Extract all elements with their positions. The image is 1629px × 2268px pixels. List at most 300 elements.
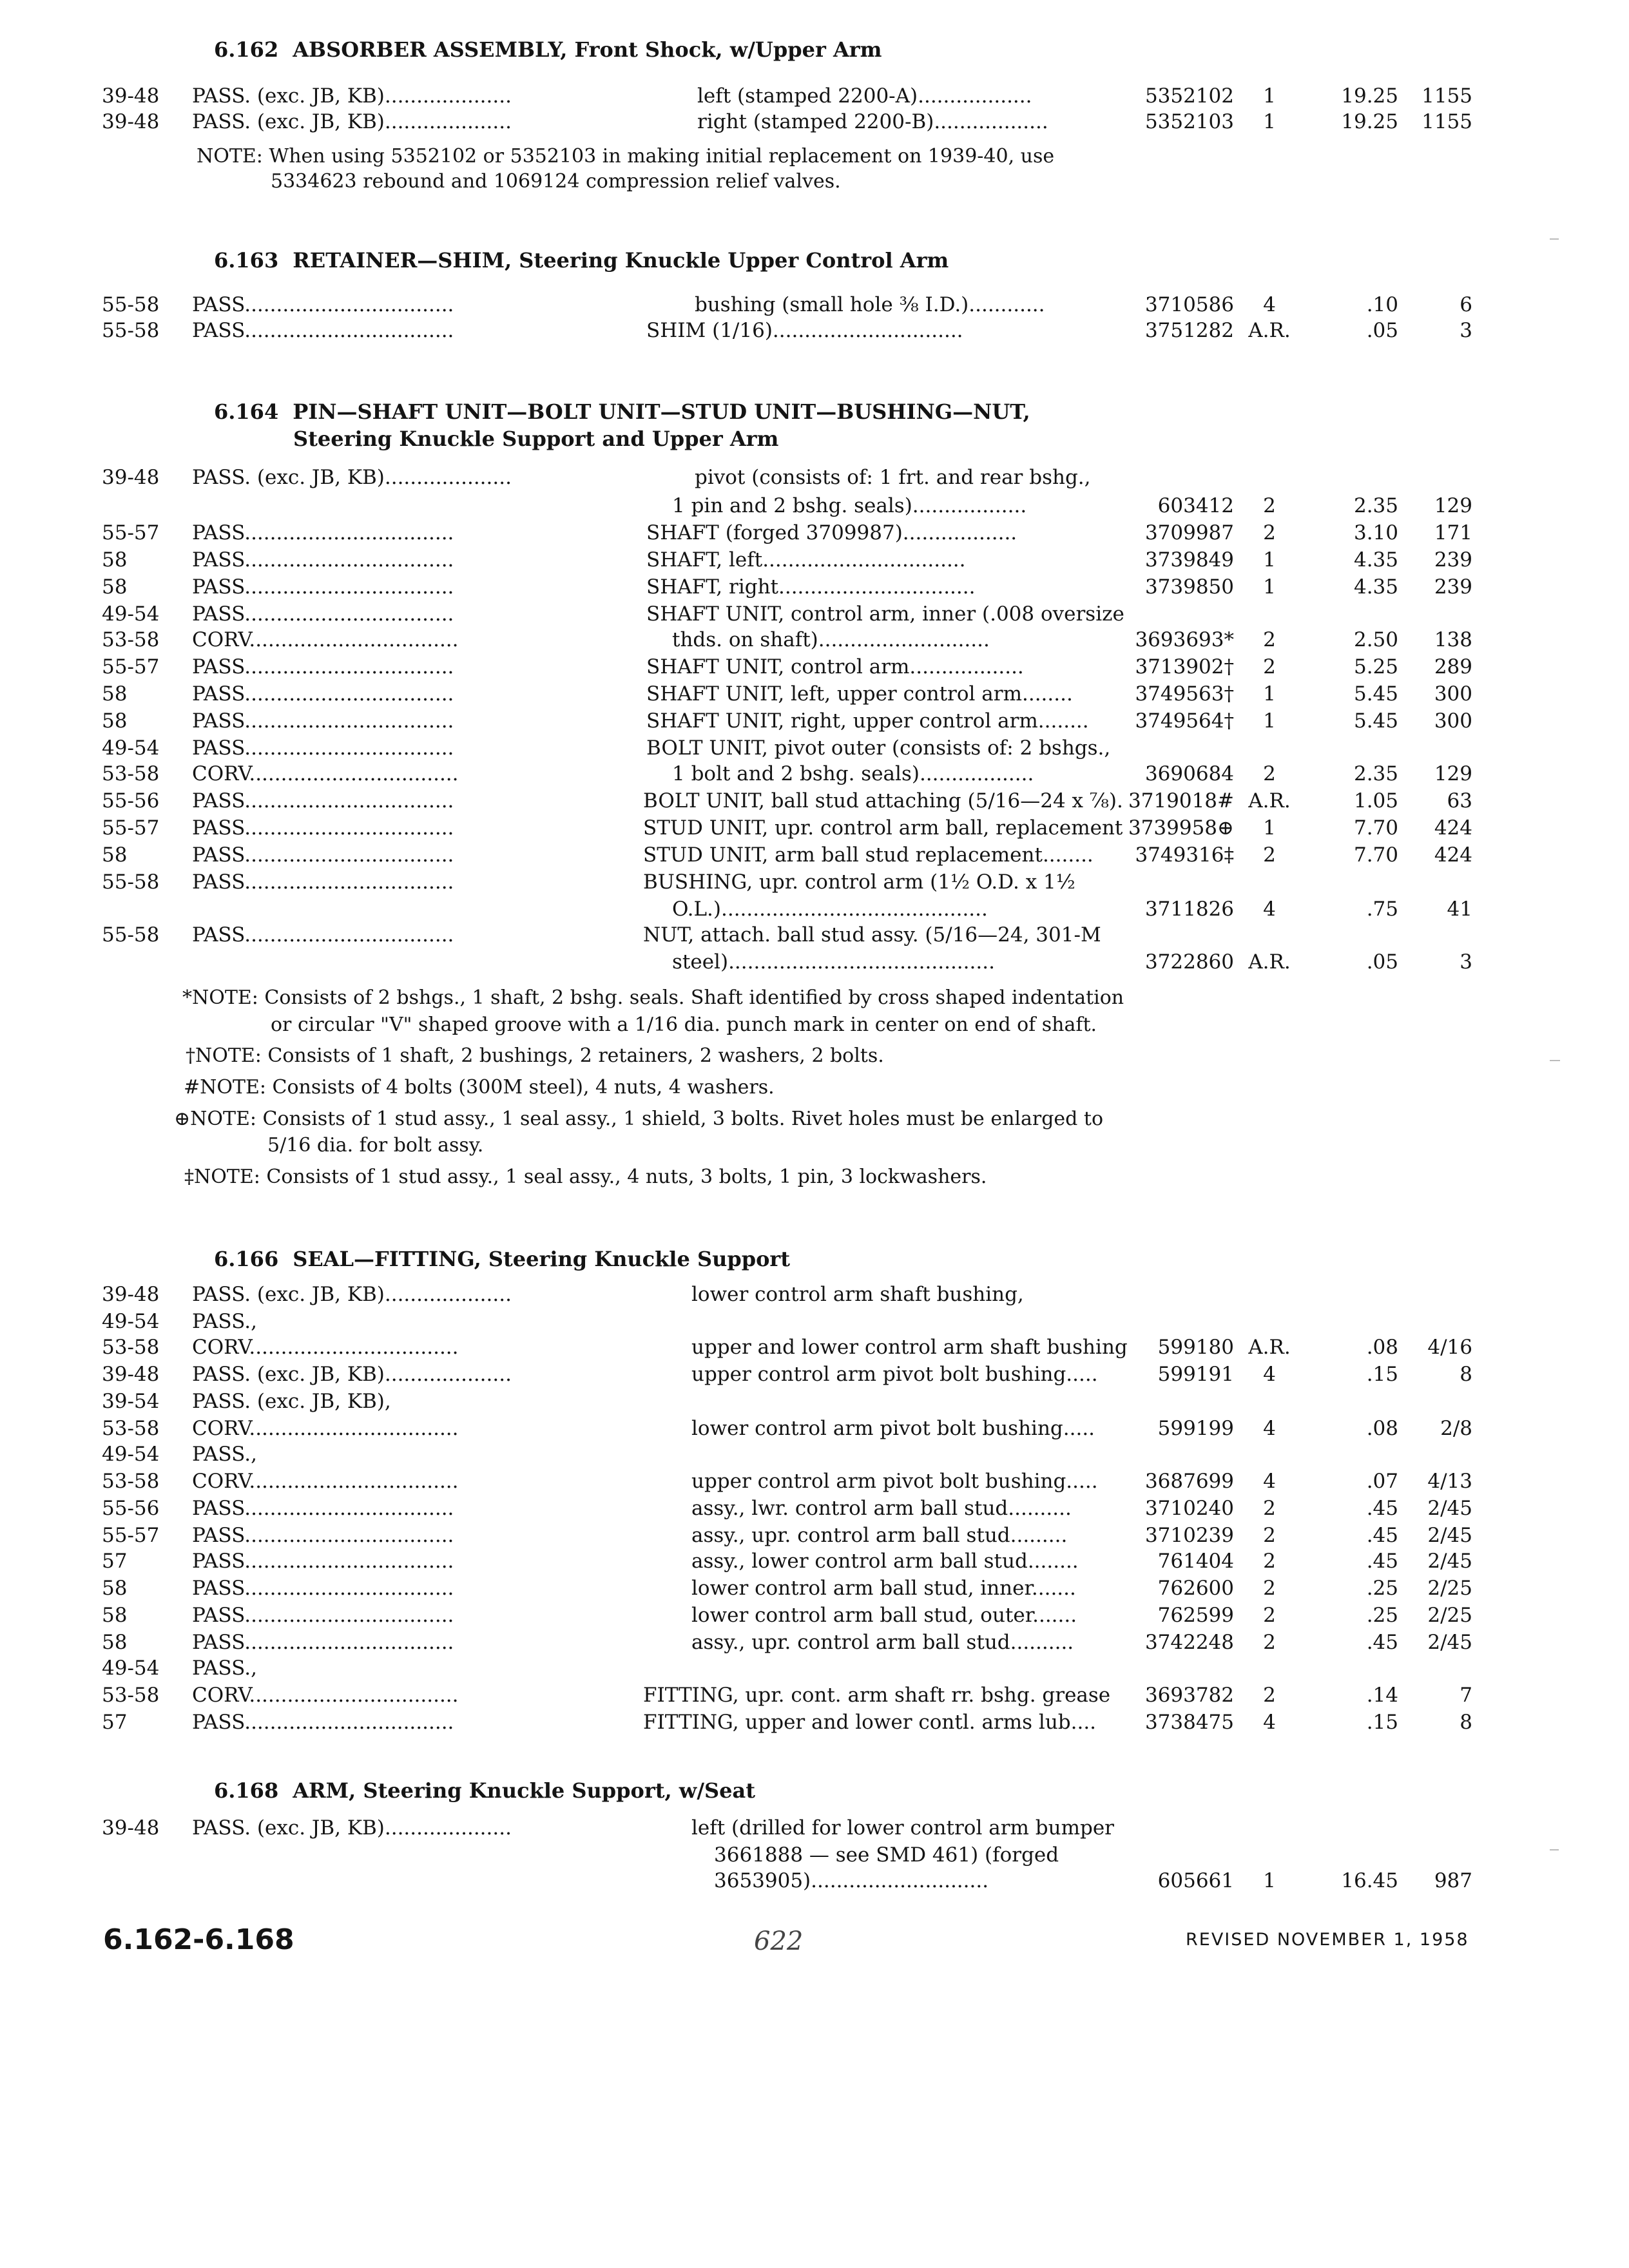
part-number: 599180 — [1157, 1336, 1234, 1359]
model-year: 55-58 — [102, 923, 160, 947]
part-number: 3690684 — [1144, 762, 1234, 785]
reference-number: 239 — [1434, 575, 1472, 599]
part-number: 5352103 — [1144, 110, 1234, 133]
quantity: 2 — [1263, 762, 1276, 785]
list-price: 16.45 — [1341, 1869, 1398, 1892]
part-number: 3749564† — [1135, 709, 1234, 733]
model-name: PASS................................. — [192, 870, 454, 894]
section-number: 6.168 — [214, 1778, 279, 1803]
part-number: 3687699 — [1144, 1470, 1234, 1493]
part-description: FITTING, upr. cont. arm shaft rr. bshg. grease — [643, 1684, 1111, 1707]
table-row — [0, 317, 1629, 344]
reference-number: 129 — [1434, 494, 1472, 517]
model-year: 53-58 — [102, 628, 160, 651]
model-year: 58 — [102, 1604, 128, 1627]
list-price: 19.25 — [1341, 84, 1398, 108]
table-row — [0, 653, 1629, 680]
model-year: 39-54 — [102, 1390, 160, 1413]
model-year: 39-48 — [102, 1283, 160, 1306]
reference-number: 1155 — [1422, 84, 1472, 108]
reference-number: 239 — [1434, 548, 1472, 572]
model-name: PASS. (exc. JB, KB).................... — [192, 466, 512, 489]
list-price: .14 — [1366, 1684, 1398, 1707]
part-description: lower control arm ball stud, outer....... — [691, 1604, 1077, 1627]
table-row — [0, 1814, 1629, 1841]
table-row — [0, 814, 1629, 841]
part-number: 3709987 — [1144, 521, 1234, 544]
model-name: PASS. (exc. JB, KB), — [192, 1390, 391, 1413]
part-description: SHAFT UNIT, control arm.................. — [646, 655, 1024, 678]
list-price: 5.45 — [1353, 682, 1398, 706]
note-text: ‡NOTE: Consists of 1 stud assy., 1 seal assy., 4 nuts, 3 bolts, 1 pin, 3 lockwashers. — [184, 1166, 987, 1188]
model-year: 49-54 — [102, 1443, 160, 1466]
part-description: 1 pin and 2 bshg. seals).................. — [672, 494, 1027, 517]
table-row — [0, 1281, 1629, 1308]
part-description: 3661888 — see SMD 461) (forged — [714, 1843, 1059, 1867]
quantity: 1 — [1263, 548, 1276, 572]
table-row — [0, 1867, 1629, 1894]
table-row — [0, 948, 1629, 975]
reference-number: 2/45 — [1427, 1550, 1472, 1573]
part-description: SHIM (1/16).............................. — [646, 319, 963, 342]
list-price: .25 — [1366, 1604, 1398, 1627]
reference-number: 8 — [1460, 1711, 1472, 1734]
section-range-footer: 6.162-6.168 — [103, 1923, 294, 1956]
part-number: 3710240 — [1144, 1497, 1234, 1520]
reference-number: 424 — [1434, 843, 1472, 867]
quantity: 2 — [1263, 494, 1276, 517]
section-title: RETAINER—SHIM, Steering Knuckle Upper Control Arm — [293, 248, 949, 273]
model-name: CORV................................. — [192, 1684, 459, 1707]
model-year: 49-54 — [102, 736, 160, 760]
part-number: 3749316‡ — [1135, 843, 1234, 867]
part-description: SHAFT UNIT, control arm, inner (.008 oversize — [646, 602, 1124, 626]
reference-number: 2/45 — [1427, 1631, 1472, 1654]
part-description: upper control arm pivot bolt bushing..... — [691, 1363, 1098, 1386]
model-name: PASS. (exc. JB, KB).................... — [192, 1283, 512, 1306]
part-number: 3719018# — [1128, 789, 1234, 812]
part-number: 3751282 — [1144, 319, 1234, 342]
list-price: .08 — [1366, 1417, 1398, 1440]
part-description: SHAFT, right............................... — [646, 575, 976, 599]
part-description: FITTING, upper and lower contl. arms lub.... — [643, 1711, 1097, 1734]
model-year: 55-56 — [102, 789, 160, 812]
model-year: 55-56 — [102, 1497, 160, 1520]
quantity: 2 — [1263, 1524, 1276, 1547]
model-year: 55-57 — [102, 521, 160, 544]
reference-number: 8 — [1460, 1363, 1472, 1386]
model-name: CORV................................. — [192, 1336, 459, 1359]
part-number: 599191 — [1157, 1363, 1234, 1386]
quantity: 2 — [1263, 1550, 1276, 1573]
part-description: steel).......................................... — [672, 950, 995, 974]
part-description: SHAFT (forged 3709987).................. — [646, 521, 1017, 544]
table-row — [0, 1682, 1629, 1709]
table-row — [0, 1709, 1629, 1736]
model-name: PASS................................. — [192, 843, 454, 867]
part-description: lower control arm ball stud, inner....... — [691, 1577, 1076, 1600]
model-name: PASS................................. — [192, 1497, 454, 1520]
note-text: 5/16 dia. for bolt assy. — [267, 1134, 484, 1157]
quantity: 2 — [1263, 1497, 1276, 1520]
section-number: 6.162 — [214, 37, 279, 62]
table-row — [0, 1841, 1629, 1869]
model-name: PASS................................. — [192, 709, 454, 733]
section-heading — [214, 399, 1030, 424]
part-description: O.L.).......................................... — [672, 898, 988, 921]
table-row — [0, 1415, 1629, 1442]
table-row — [0, 464, 1629, 491]
table-row — [0, 626, 1629, 653]
quantity: 4 — [1263, 1711, 1276, 1734]
part-number: 3749563† — [1135, 682, 1234, 706]
part-description: bushing (small hole ⅜ I.D.)............ — [695, 293, 1045, 316]
list-price: .45 — [1366, 1550, 1398, 1573]
quantity: 2 — [1263, 843, 1276, 867]
part-number: 599199 — [1157, 1417, 1234, 1440]
table-row — [0, 291, 1629, 318]
part-number: 3711826 — [1144, 898, 1234, 921]
list-price: 7.70 — [1353, 843, 1398, 867]
section-heading — [214, 1247, 790, 1271]
part-number: 3738475 — [1144, 1711, 1234, 1734]
table-row — [0, 1441, 1629, 1468]
reference-number: 2/45 — [1427, 1524, 1472, 1547]
model-year: 58 — [102, 548, 128, 572]
quantity: 4 — [1263, 1363, 1276, 1386]
table-row — [0, 1629, 1629, 1656]
quantity: 4 — [1263, 1417, 1276, 1440]
part-number: 605661 — [1157, 1869, 1234, 1892]
list-price: 7.70 — [1353, 816, 1398, 840]
quantity: 2 — [1263, 1604, 1276, 1627]
model-name: PASS. (exc. JB, KB).................... — [192, 84, 512, 108]
list-price: .05 — [1366, 950, 1398, 974]
table-row — [0, 680, 1629, 707]
list-price: .08 — [1366, 1336, 1398, 1359]
model-name: PASS. (exc. JB, KB).................... — [192, 110, 512, 133]
reference-number: 2/25 — [1427, 1577, 1472, 1600]
model-name: PASS................................. — [192, 521, 454, 544]
model-year: 39-48 — [102, 466, 160, 489]
model-name: PASS................................. — [192, 575, 454, 599]
part-description: assy., upr. control arm ball stud......... — [691, 1524, 1068, 1547]
model-name: PASS., — [192, 1310, 257, 1333]
part-number: 3739849 — [1144, 548, 1234, 572]
model-name: PASS................................. — [192, 1604, 454, 1627]
part-description: SHAFT UNIT, left, upper control arm........ — [646, 682, 1073, 706]
part-description: upper and lower control arm shaft bushing — [691, 1336, 1128, 1359]
model-year: 39-48 — [102, 110, 160, 133]
note-text: or circular "V" shaped groove with a 1/16 dia. punch mark in center on end of shaft. — [271, 1014, 1097, 1036]
quantity: A.R. — [1248, 789, 1291, 812]
list-price: .07 — [1366, 1470, 1398, 1493]
reference-number: 4/13 — [1427, 1470, 1472, 1493]
table-row — [0, 1308, 1629, 1335]
table-row — [0, 1602, 1629, 1629]
table-row — [0, 921, 1629, 948]
model-year: 53-58 — [102, 1470, 160, 1493]
list-price: .75 — [1366, 898, 1398, 921]
model-name: PASS................................. — [192, 736, 454, 760]
reference-number: 129 — [1434, 762, 1472, 785]
page-number: 622 — [754, 1927, 804, 1956]
part-description: NUT, attach. ball stud assy. (5/16—24, 301-M — [643, 923, 1101, 947]
list-price: 19.25 — [1341, 110, 1398, 133]
part-description: lower control arm pivot bolt bushing..... — [691, 1417, 1095, 1440]
note-text: NOTE: When using 5352102 or 5352103 in making initial replacement on 1939-40, use — [197, 145, 1055, 168]
model-year: 55-57 — [102, 1524, 160, 1547]
model-name: PASS. (exc. JB, KB).................... — [192, 1363, 512, 1386]
model-year: 58 — [102, 1631, 128, 1654]
model-name: PASS................................. — [192, 682, 454, 706]
part-number: 3739958⊕ — [1128, 816, 1234, 840]
model-name: PASS................................. — [192, 548, 454, 572]
model-name: PASS................................. — [192, 1711, 454, 1734]
quantity: 2 — [1263, 655, 1276, 678]
part-description: SHAFT UNIT, right, upper control arm........ — [646, 709, 1089, 733]
table-row — [0, 1388, 1629, 1415]
part-description: 3653905)............................ — [714, 1869, 989, 1892]
part-number: 3742248 — [1144, 1631, 1234, 1654]
quantity: 2 — [1263, 1577, 1276, 1600]
table-row — [0, 1334, 1629, 1361]
model-name: PASS................................. — [192, 789, 454, 812]
section-title-continued: Steering Knuckle Support and Upper Arm — [293, 427, 779, 451]
table-row — [0, 492, 1629, 519]
model-name: PASS................................. — [192, 293, 454, 316]
model-name: CORV................................. — [192, 1470, 459, 1493]
table-row — [0, 1495, 1629, 1522]
model-year: 53-58 — [102, 1336, 160, 1359]
quantity: A.R. — [1248, 950, 1291, 974]
model-name: PASS................................. — [192, 816, 454, 840]
part-number: 3693782 — [1144, 1684, 1234, 1707]
model-year: 57 — [102, 1711, 128, 1734]
model-year: 58 — [102, 1577, 128, 1600]
list-price: 4.35 — [1353, 548, 1398, 572]
model-year: 55-57 — [102, 816, 160, 840]
table-row — [0, 82, 1629, 110]
list-price: .45 — [1366, 1524, 1398, 1547]
model-name: CORV................................. — [192, 762, 459, 785]
quantity: 1 — [1263, 682, 1276, 706]
quantity: 4 — [1263, 898, 1276, 921]
table-row — [0, 1468, 1629, 1495]
table-row — [0, 841, 1629, 869]
quantity: 1 — [1263, 84, 1276, 108]
quantity: 2 — [1263, 521, 1276, 544]
quantity: 1 — [1263, 709, 1276, 733]
revision-date: REVISED NOVEMBER 1, 1958 — [1186, 1930, 1469, 1950]
list-price: .15 — [1366, 1711, 1398, 1734]
reference-number: 7 — [1460, 1684, 1472, 1707]
quantity: A.R. — [1248, 319, 1291, 342]
margin-mark — [1550, 238, 1559, 240]
reference-number: 3 — [1460, 950, 1472, 974]
model-name: PASS................................. — [192, 923, 454, 947]
reference-number: 424 — [1434, 816, 1472, 840]
model-year: 55-57 — [102, 655, 160, 678]
list-price: 2.35 — [1353, 762, 1398, 785]
quantity: 2 — [1263, 1631, 1276, 1654]
reference-number: 3 — [1460, 319, 1472, 342]
part-number: 5352102 — [1144, 84, 1234, 108]
section-heading — [214, 1778, 755, 1803]
model-name: PASS. (exc. JB, KB).................... — [192, 1816, 512, 1840]
part-number: 3710586 — [1144, 293, 1234, 316]
model-year: 53-58 — [102, 1417, 160, 1440]
reference-number: 6 — [1460, 293, 1472, 316]
model-year: 57 — [102, 1550, 128, 1573]
list-price: 4.35 — [1353, 575, 1398, 599]
list-price: .15 — [1366, 1363, 1398, 1386]
model-name: CORV................................. — [192, 1417, 459, 1440]
note-text: 5334623 rebound and 1069124 compression relief valves. — [271, 170, 841, 193]
model-year: 39-48 — [102, 1363, 160, 1386]
reference-number: 4/16 — [1427, 1336, 1472, 1359]
part-number: 3722860 — [1144, 950, 1234, 974]
table-row — [0, 707, 1629, 735]
model-name: PASS................................. — [192, 1631, 454, 1654]
part-description: assy., lower control arm ball stud........ — [691, 1550, 1079, 1573]
part-description: right (stamped 2200-B).................. — [697, 110, 1048, 133]
part-number: 3710239 — [1144, 1524, 1234, 1547]
part-number: 3693693* — [1135, 628, 1234, 651]
table-row — [0, 869, 1629, 896]
list-price: 2.50 — [1353, 628, 1398, 651]
table-row — [0, 760, 1629, 787]
margin-mark — [1550, 1060, 1560, 1061]
table-row — [0, 546, 1629, 573]
reference-number: 41 — [1447, 898, 1472, 921]
model-name: PASS................................. — [192, 1524, 454, 1547]
model-name: PASS................................. — [192, 1577, 454, 1600]
reference-number: 2/8 — [1440, 1417, 1472, 1440]
quantity: 1 — [1263, 110, 1276, 133]
model-year: 55-58 — [102, 870, 160, 894]
reference-number: 987 — [1434, 1869, 1472, 1892]
table-row — [0, 108, 1629, 135]
reference-number: 138 — [1434, 628, 1472, 651]
part-number: 603412 — [1157, 494, 1234, 517]
section-number: 6.166 — [214, 1247, 279, 1271]
list-price: .25 — [1366, 1577, 1398, 1600]
section-title: ABSORBER ASSEMBLY, Front Shock, w/Upper Arm — [293, 37, 882, 62]
table-row — [0, 519, 1629, 546]
model-year: 58 — [102, 709, 128, 733]
model-name: PASS................................. — [192, 602, 454, 626]
part-description: lower control arm shaft bushing, — [691, 1283, 1024, 1306]
part-number: 762599 — [1157, 1604, 1234, 1627]
part-number: 762600 — [1157, 1577, 1234, 1600]
part-description: left (stamped 2200-A).................. — [697, 84, 1032, 108]
part-description: thds. on shaft)........................... — [672, 628, 990, 651]
model-year: 39-48 — [102, 1816, 160, 1840]
section-number: 6.164 — [214, 399, 279, 424]
quantity: 1 — [1263, 1869, 1276, 1892]
model-year: 53-58 — [102, 762, 160, 785]
list-price: 2.35 — [1353, 494, 1398, 517]
part-description: 1 bolt and 2 bshg. seals).................. — [672, 762, 1034, 785]
list-price: 1.05 — [1353, 789, 1398, 812]
model-year: 49-54 — [102, 602, 160, 626]
model-year: 53-58 — [102, 1684, 160, 1707]
model-name: CORV................................. — [192, 628, 459, 651]
part-description: assy., upr. control arm ball stud.......... — [691, 1631, 1074, 1654]
table-row — [0, 573, 1629, 601]
part-number: 3713902† — [1135, 655, 1234, 678]
model-year: 49-54 — [102, 1310, 160, 1333]
quantity: 1 — [1263, 816, 1276, 840]
margin-mark — [1550, 1849, 1559, 1850]
section-heading — [214, 37, 882, 62]
reference-number: 300 — [1434, 709, 1472, 733]
part-description: left (drilled for lower control arm bumper — [691, 1816, 1114, 1840]
quantity: 2 — [1263, 1684, 1276, 1707]
model-year: 49-54 — [102, 1657, 160, 1680]
table-row — [0, 601, 1629, 628]
table-row — [0, 1361, 1629, 1388]
part-description: BOLT UNIT, ball stud attaching (5/16—24 x ⅞). — [643, 789, 1123, 812]
note-text: #NOTE: Consists of 4 bolts (300M steel), 4 nuts, 4 washers. — [184, 1076, 775, 1099]
part-description: BUSHING, upr. control arm (1½ O.D. x 1½ — [643, 870, 1075, 894]
quantity: 4 — [1263, 293, 1276, 316]
part-description: pivot (consists of: 1 frt. and rear bshg., — [695, 466, 1091, 489]
table-row — [0, 1655, 1629, 1682]
reference-number: 300 — [1434, 682, 1472, 706]
list-price: 5.45 — [1353, 709, 1398, 733]
part-number: 3739850 — [1144, 575, 1234, 599]
model-year: 55-58 — [102, 293, 160, 316]
part-description: BOLT UNIT, pivot outer (consists of: 2 bshgs., — [646, 736, 1111, 760]
reference-number: 289 — [1434, 655, 1472, 678]
model-year: 58 — [102, 575, 128, 599]
model-name: PASS................................. — [192, 319, 454, 342]
model-year: 58 — [102, 843, 128, 867]
section-title: ARM, Steering Knuckle Support, w/Seat — [293, 1778, 755, 1803]
list-price: .45 — [1366, 1631, 1398, 1654]
list-price: .10 — [1366, 293, 1398, 316]
section-heading — [214, 248, 949, 273]
section-title: PIN—SHAFT UNIT—BOLT UNIT—STUD UNIT—BUSHING—NUT, — [293, 399, 1030, 424]
part-description: upper control arm pivot bolt bushing..... — [691, 1470, 1098, 1493]
section-title: SEAL—FITTING, Steering Knuckle Support — [293, 1247, 791, 1271]
list-price: .45 — [1366, 1497, 1398, 1520]
table-row — [0, 1575, 1629, 1602]
model-name: PASS................................. — [192, 655, 454, 678]
model-year: 39-48 — [102, 84, 160, 108]
quantity: A.R. — [1248, 1336, 1291, 1359]
table-row — [0, 735, 1629, 762]
reference-number: 2/25 — [1427, 1604, 1472, 1627]
model-name: PASS., — [192, 1657, 257, 1680]
quantity: 2 — [1263, 628, 1276, 651]
model-name: PASS................................. — [192, 1550, 454, 1573]
part-description: STUD UNIT, upr. control arm ball, replacement — [643, 816, 1123, 840]
reference-number: 1155 — [1422, 110, 1472, 133]
list-price: .05 — [1366, 319, 1398, 342]
model-year: 55-58 — [102, 319, 160, 342]
table-row — [0, 1548, 1629, 1575]
part-description: SHAFT, left................................ — [646, 548, 966, 572]
quantity: 1 — [1263, 575, 1276, 599]
quantity: 4 — [1263, 1470, 1276, 1493]
note-text: *NOTE: Consists of 2 bshgs., 1 shaft, 2 bshg. seals. Shaft identified by cross shaped indentation — [182, 986, 1124, 1009]
reference-number: 2/45 — [1427, 1497, 1472, 1520]
part-number: 761404 — [1157, 1550, 1234, 1573]
note-text: ⊕NOTE: Consists of 1 stud assy., 1 seal assy., 1 shield, 3 bolts. Rivet holes must be enlarged to — [174, 1108, 1104, 1130]
